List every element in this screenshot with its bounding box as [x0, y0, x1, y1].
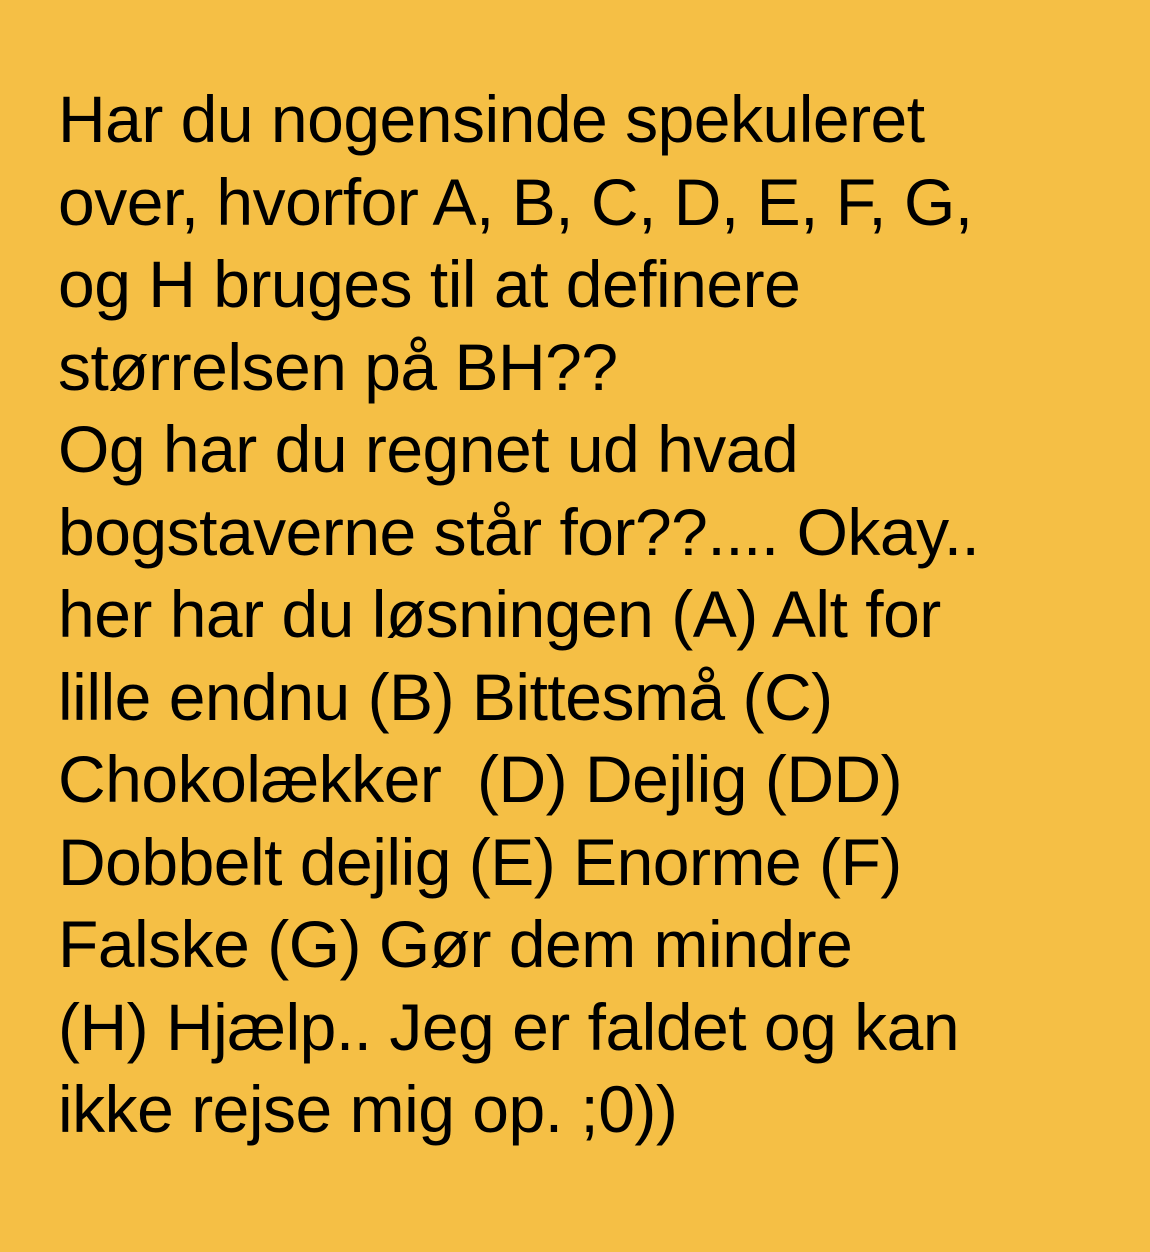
text-line-11: Falske (G) Gør dem mindre [58, 907, 853, 981]
text-line-10: Dobbelt dejlig (E) Enorme (F) [58, 824, 902, 899]
text-line-13: ikke rejse mig op. ;0)) [58, 1072, 678, 1146]
post-text [58, 78, 1118, 1151]
text-line-4: størrelsen på BH?? [58, 329, 618, 404]
text-line-1: Har du nogensinde spekuleret [58, 82, 925, 156]
text-line-2: over, hvorfor A, B, C, D, E, F, G, [58, 164, 973, 239]
text-line-9: Chokolækker (D) Dejlig (DD) [58, 742, 903, 816]
text-line-8: lille endnu (B) Bittesmå (C) [58, 659, 833, 734]
text-line-3: og H bruges til at definere [58, 247, 801, 321]
text-line-5: Og har du regnet ud hvad [58, 412, 799, 486]
text-line-7: her har du løsningen (A) Alt for [58, 577, 941, 651]
text-line-12: (H) Hjælp.. Jeg er faldet og kan [58, 989, 960, 1064]
text-line-6: bogstaverne står for??.... Okay.. [58, 494, 980, 569]
